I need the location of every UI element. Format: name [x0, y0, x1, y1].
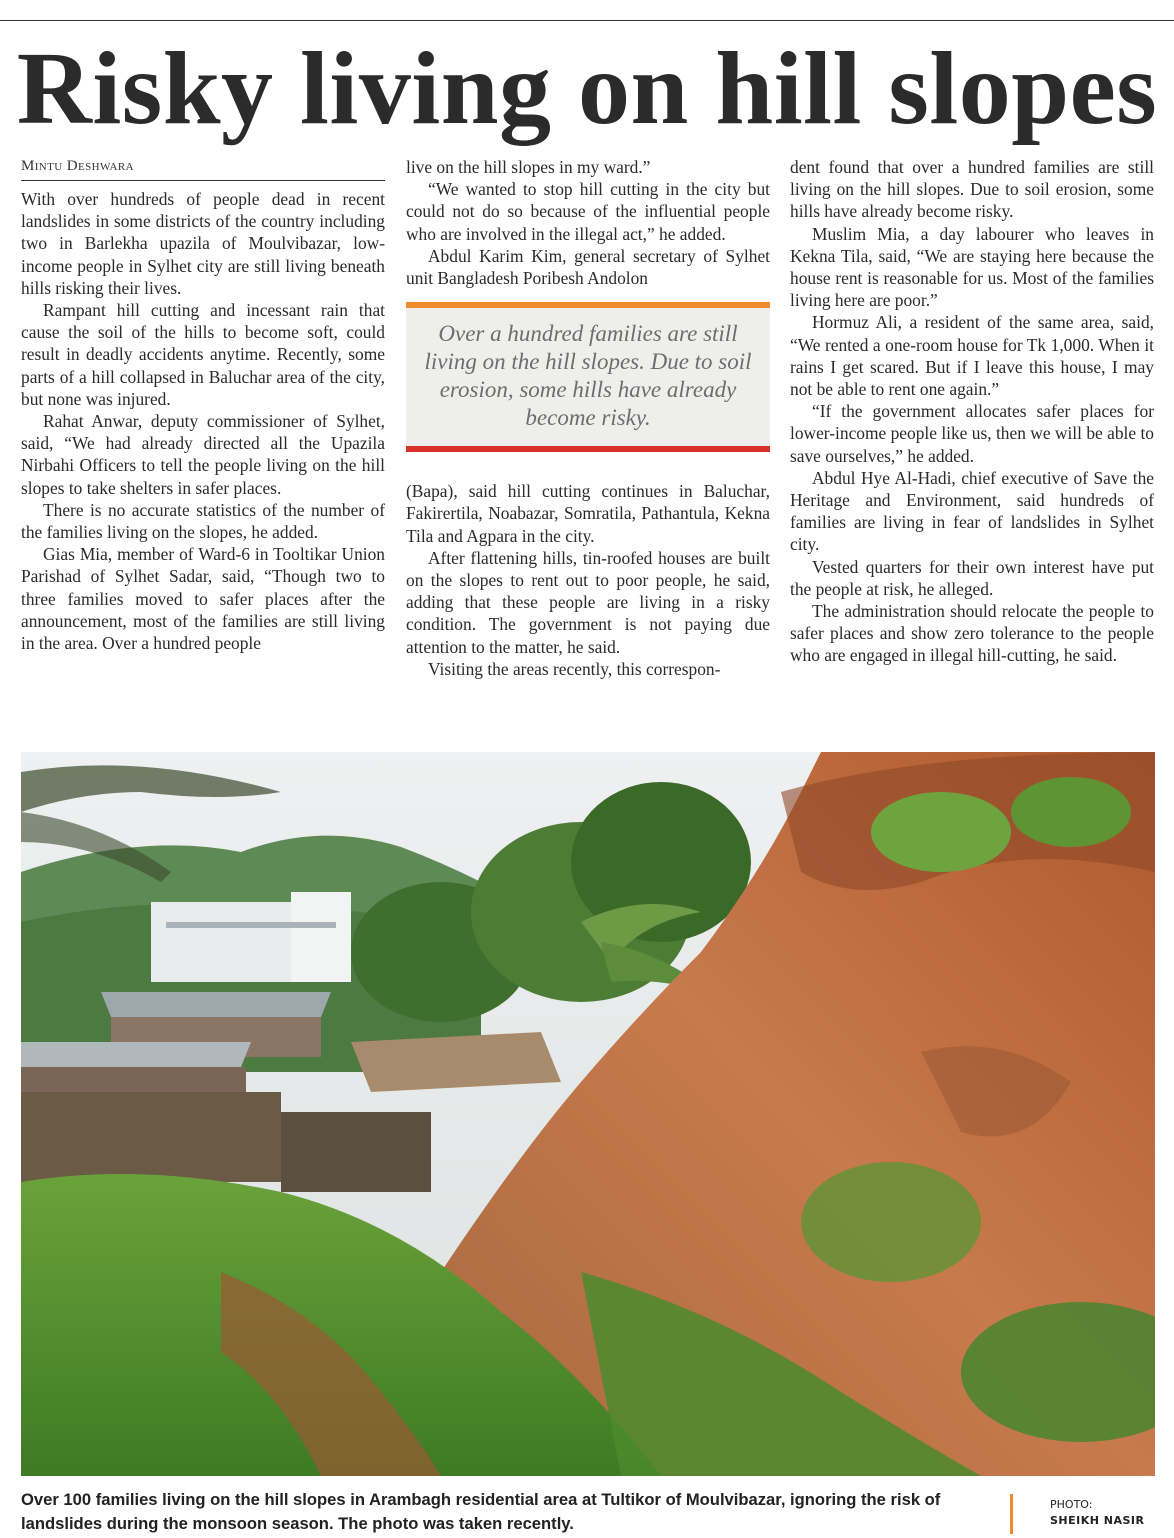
paragraph: After flattening hills, tin-roofed houses are built on the slopes to rent out to poor people, he said, adding that these people are living in a risky condition. The government is not paying due attention to the matter, he said.: [406, 547, 770, 657]
paragraph: live on the hill slopes in my ward.”: [406, 157, 651, 177]
byline: Mintu Deshwara: [21, 156, 385, 181]
paragraph: Rampant hill cutting and incessant rain that cause the soil of the hills to become soft, could result in deadly accidents anytime. Recently, some parts of a hill collapsed in Baluchar area of the city, but none was injured.: [21, 300, 385, 409]
paragraph: With over hundreds of people dead in recent landslides in some districts of the country including two in Barlekha upazila of Moulvibazar, low-income people in Sylhet city are still living beneath hills risking their lives.: [21, 189, 385, 298]
photo-credit: [1050, 1497, 1170, 1529]
paragraph: Rahat Anwar, deputy commissioner of Sylhet, said, “We had already directed all the Upazila Nirbahi Officers to tell the people living on the hill slopes to take shelters in safer places.: [21, 411, 385, 498]
photo-credit-name: SHEIKH NASIR: [1050, 1514, 1145, 1527]
paragraph: (Bapa), said hill cutting continues in Baluchar, Fakirertila, Noabazar, Somratila, Pathantula, Kekna Tila and Agpara in the city.: [406, 481, 770, 546]
article-column-2: [406, 156, 770, 680]
article-column-3: [790, 156, 1154, 667]
headline: Risky living on hill slopes: [16, 31, 1158, 146]
photo-caption: Over 100 families living on the hill slopes in Arambagh residential area at Tultikor of Moulvibazar, ignoring the risk of landslides during the monsoon season. The photo was taken recently.: [21, 1490, 941, 1533]
paragraph: dent found that over a hundred families are still living on the hill slopes. Due to soil erosion, some hills have already become risky.: [790, 157, 1154, 222]
paragraph: Gias Mia, member of Ward-6 in Tooltikar Union Parishad of Sylhet Sadar, said, “Though two to three families moved to safer places after the announcement, most of the families are still living in the area. Over a hundred people: [21, 544, 385, 654]
photo-credit-label: PHOTO:: [1050, 1498, 1093, 1511]
paragraph: There is no accurate statistics of the number of the families living on the slopes, he added.: [21, 499, 385, 543]
paragraph: Hormuz Ali, a resident of the same area, said, “We rented a one-room house for Tk 1,000. When it rains I get scared. But if I leave this house, I may not be able to rent one again.”: [790, 312, 1154, 400]
paragraph: Visiting the areas recently, this correspon-: [428, 658, 721, 679]
paragraph: Muslim Mia, a day labourer who leaves in Kekna Tila, said, “We are staying here because the house rent is reasonable for us. Most of the families living here are poor.”: [790, 223, 1154, 311]
landslide-photo: [21, 752, 1155, 1476]
pull-quote: Over a hundred families are still living on the hill slopes. Due to soil erosion, some hills have already become risky.: [406, 302, 770, 452]
paragraph: “If the government allocates safer places for lower-income people like us, then we will be able to save ourselves,” he added.: [790, 401, 1154, 466]
paragraph: “We wanted to stop hill cutting in the city but could not do so because of the influential people who are involved in the illegal act,” he added.: [406, 179, 770, 244]
paragraph: Abdul Hye Al-Hadi, chief executive of Save the Heritage and Environment, said hundreds of families are living in fear of landslides in Sylhet city.: [790, 467, 1154, 555]
credit-accent-bar: [1010, 1494, 1013, 1534]
paragraph: Vested quarters for their own interest have put the people at risk, he alleged.: [790, 556, 1154, 599]
paragraph: The administration should relocate the people to safer places and show zero tolerance to the people who are engaged in illegal hill-cutting, he said.: [790, 601, 1154, 666]
article-column-1: [21, 156, 385, 654]
top-rule: [0, 20, 1174, 21]
paragraph: Abdul Karim Kim, general secretary of Sylhet unit Bangladesh Poribesh Andolon: [406, 245, 770, 289]
